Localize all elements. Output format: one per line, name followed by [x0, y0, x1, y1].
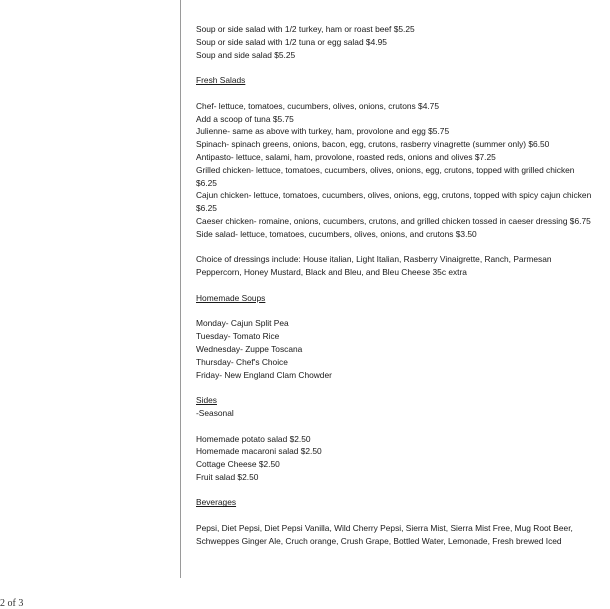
- combo-line: Soup and side salad $5.25: [196, 49, 296, 60]
- combo-line: Soup or side salad with 1/2 tuna or egg salad $4.95: [196, 36, 387, 47]
- homemade-soups-heading: Homemade Soups: [196, 292, 266, 303]
- side-item: Cottage Cheese $2.50: [196, 459, 280, 470]
- sides-heading: Sides: [196, 395, 217, 406]
- soup-item: Wednesday- Zuppe Toscana: [196, 343, 303, 354]
- salad-item: Spinach- spinach greens, onions, bacon, egg, crutons, rasberry vinagrette (summer only) $6.50: [196, 139, 550, 150]
- side-item: Homemade macaroni salad $2.50: [196, 446, 322, 457]
- dressings-note: Choice of dressings include: House italian, Light Italian, Rasberry Vinaigrette, Ranch, Parmesan Peppercorn, Honey Mustard, Black and Bleu, and Bleu Cheese 35c extra: [196, 254, 552, 278]
- salad-item: Side salad- lettuce, tomatoes, cucumbers, olives, onions, and crutons $3.50: [196, 228, 477, 239]
- beverages-list: Pepsi, Diet Pepsi, Diet Pepsi Vanilla, Wild Cherry Pepsi, Sierra Mist, Sierra Mist Free, Mug Root Beer, Schweppes Ginger Ale, Cruch orange, Crush Grape, Bottled Water, Lemonade, Fresh brewed Iced: [196, 523, 573, 546]
- soup-item: Thursday- Chef's Choice: [196, 356, 288, 367]
- salad-item: Julienne- same as above with turkey, ham, provolone and egg $5.75: [196, 126, 450, 137]
- salad-item: Antipasto- lettuce, salami, ham, provolone, roasted reds, onions and olives $7.25: [196, 151, 496, 162]
- fresh-salads-heading: Fresh Salads: [196, 75, 246, 86]
- soup-item: Friday- New England Clam Chowder: [196, 369, 332, 380]
- page-margin-rule: [180, 0, 181, 578]
- side-item: Homemade potato salad $2.50: [196, 433, 311, 444]
- salad-item: Cajun chicken- lettuce, tomatoes, cucumbers, olives, onions, egg, crutons, topped with spicy cajun chicken $6.25: [196, 190, 592, 214]
- beverages-heading: Beverages: [196, 497, 237, 508]
- menu-page-content: [196, 23, 596, 548]
- combo-line: Soup or side salad with 1/2 turkey, ham or roast beef $5.25: [196, 24, 415, 34]
- salad-item: Caeser chicken- romaine, onions, cucumbers, crutons, and grilled chicken tossed in caeser dressing $6.75: [196, 215, 591, 226]
- soup-item: Tuesday- Tomato Rice: [196, 331, 280, 342]
- soup-item: Monday- Cajun Split Pea: [196, 318, 289, 329]
- side-item: Fruit salad $2.50: [196, 471, 259, 482]
- salad-item: Chef- lettuce, tomatoes, cucumbers, olives, onions, crutons $4.75: [196, 100, 439, 111]
- sides-note: -Seasonal: [196, 407, 234, 418]
- salad-item: Add a scoop of tuna $5.75: [196, 113, 294, 124]
- salad-item: Grilled chicken- lettuce, tomatoes, cucumbers, olives, onions, egg, crutons, topped with grilled chicken $6.25: [196, 164, 575, 188]
- page-number: 2 of 3: [0, 598, 24, 609]
